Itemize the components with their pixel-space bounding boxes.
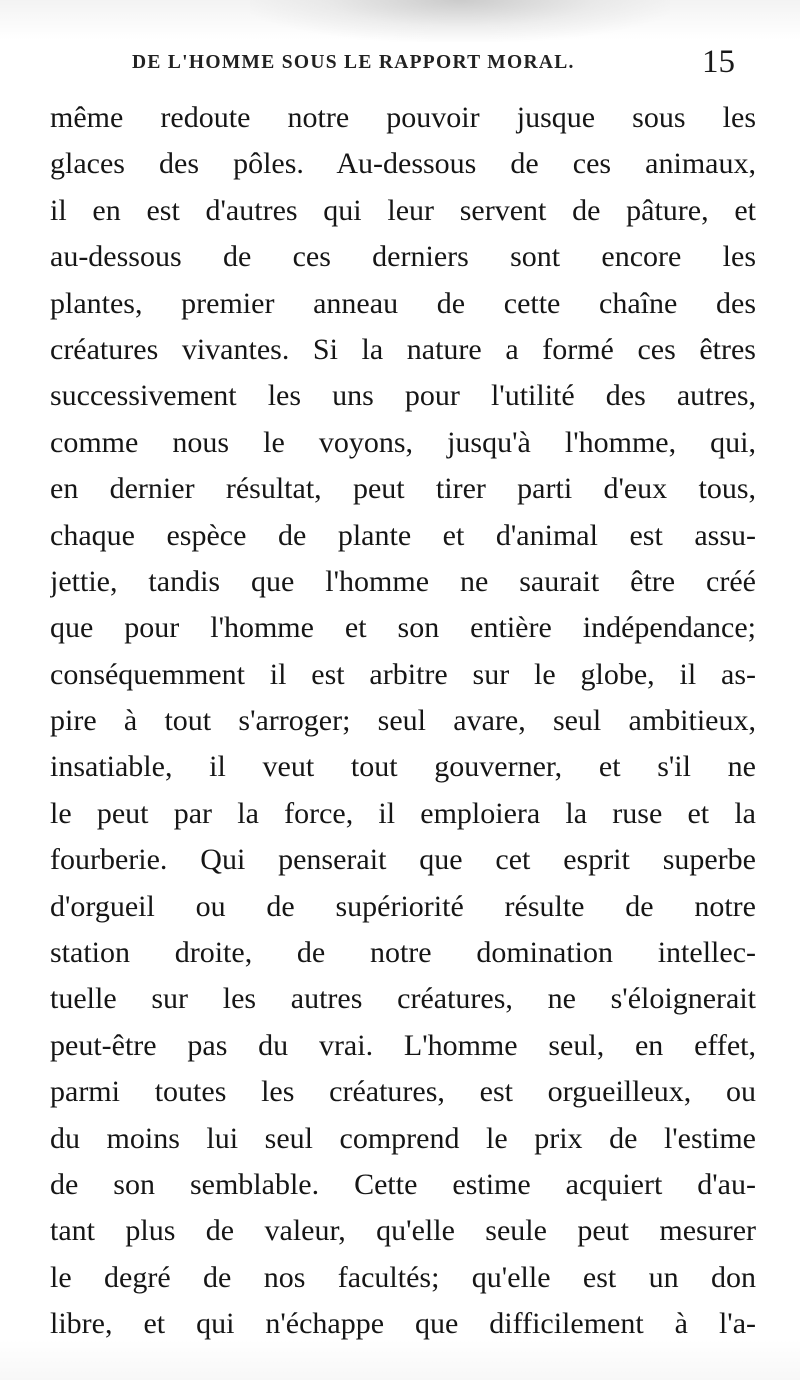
body-text — [50, 95, 756, 1348]
text-line: le degré de nos facultés; qu'elle est un don — [50, 1260, 756, 1294]
text-line: jettie, tandis que l'homme ne saurait être créé — [50, 564, 756, 598]
text-line: du moins lui seul comprend le prix de l'estime — [50, 1121, 756, 1155]
text-line: au-dessous de ces derniers sont encore les — [50, 240, 756, 274]
text-line: tuelle sur les autres créatures, ne s'éloignerait — [50, 982, 756, 1016]
text-line: parmi toutes les créatures, est orgueilleux, ou — [50, 1075, 756, 1109]
text-line: station droite, de notre domination intellec- — [50, 936, 756, 970]
text-line: fourberie. Qui penserait que cet esprit superbe — [50, 843, 756, 877]
text-line: insatiable, il veut tout gouverner, et s'il ne — [50, 750, 756, 784]
running-head-title: DE L'HOMME SOUS LE RAPPORT MORAL. — [132, 52, 575, 73]
text-line: libre, et qui n'échappe que difficilement à l'a- — [50, 1307, 756, 1341]
text-line: même redoute notre pouvoir jusque sous les — [50, 101, 756, 134]
text-line: chaque espèce de plante et d'animal est assu- — [50, 518, 756, 552]
text-line: tant plus de valeur, qu'elle seule peut mesurer — [50, 1214, 756, 1248]
text-line: conséquemment il est arbitre sur le globe, il as- — [50, 657, 756, 691]
text-line: peut-être pas du vrai. L'homme seul, en effet, — [50, 1028, 756, 1062]
text-line: pire à tout s'arroger; seul avare, seul ambitieux, — [50, 704, 756, 738]
text-line: il en est d'autres qui leur servent de pâture, et — [50, 193, 756, 227]
text-line: en dernier résultat, peut tirer parti d'eux tous, — [50, 472, 756, 506]
text-line: glaces des pôles. Au-dessous de ces animaux, — [50, 147, 756, 181]
paper-stain — [250, 0, 670, 42]
text-line: créatures vivantes. Si la nature a formé ces êtres — [50, 332, 756, 366]
text-line: que pour l'homme et son entière indépendance; — [50, 611, 756, 645]
text-line: d'orgueil ou de supériorité résulte de notre — [50, 889, 756, 923]
text-line: successivement les uns pour l'utilité des autres, — [50, 379, 756, 413]
running-head — [0, 44, 800, 84]
page-number: 15 — [702, 44, 735, 80]
text-line: plantes, premier anneau de cette chaîne des — [50, 286, 756, 320]
text-line: comme nous le voyons, jusqu'à l'homme, qui, — [50, 425, 756, 459]
text-line: le peut par la force, il emploiera la ruse et la — [50, 796, 756, 830]
text-line: de son semblable. Cette estime acquiert d'au- — [50, 1167, 756, 1201]
